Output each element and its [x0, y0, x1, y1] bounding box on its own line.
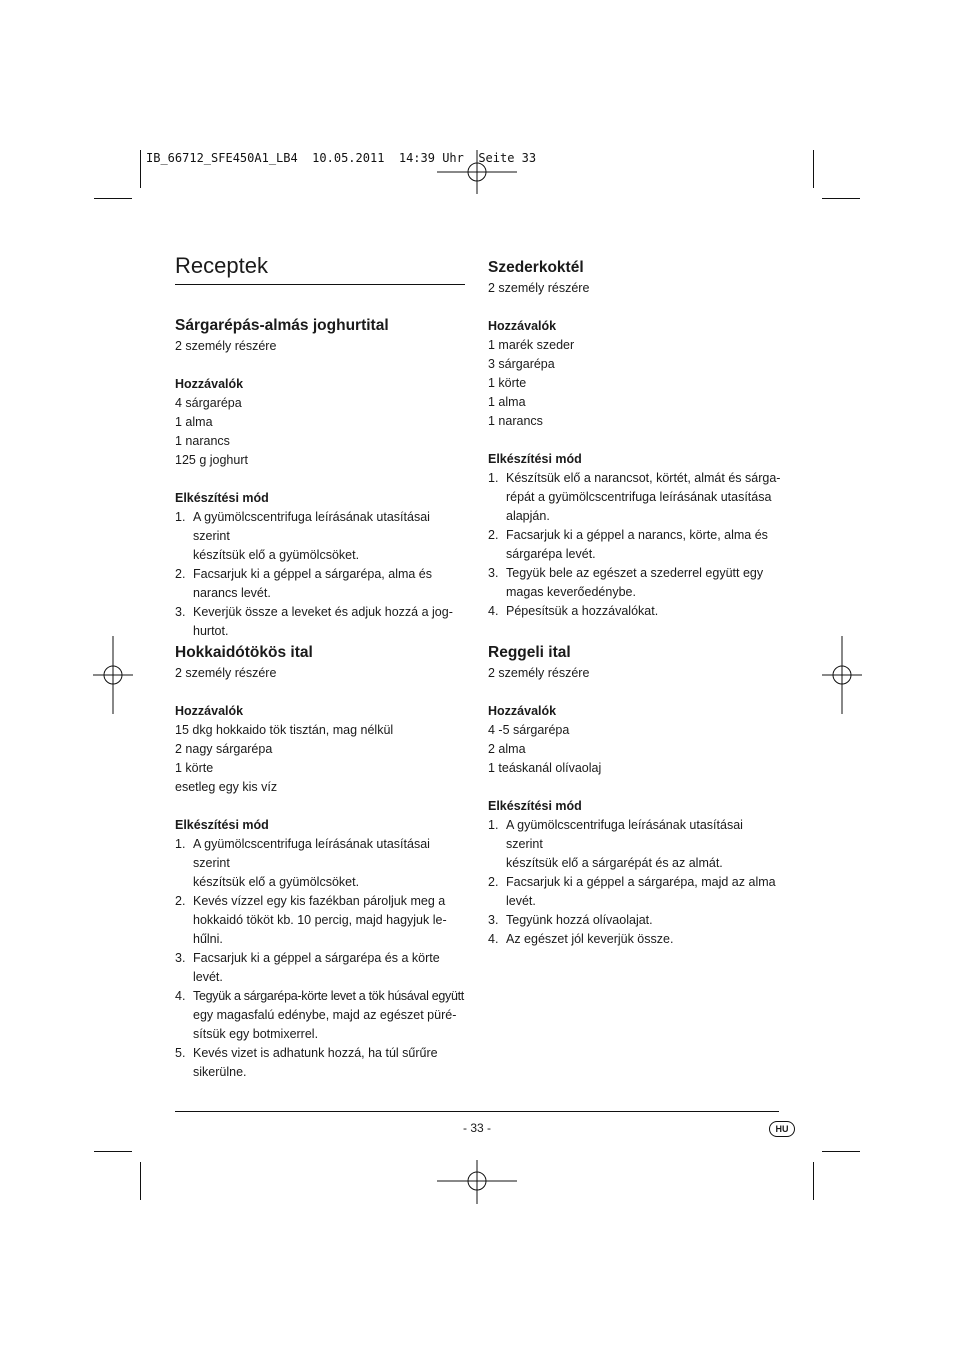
recipe-blackberry-cocktail [488, 257, 783, 621]
ingredients-heading: Hozzávalók [175, 377, 244, 391]
registration-mark-icon [93, 636, 133, 714]
step-line: Facsarjuk ki a géppel a narancs, körte, alma és [506, 528, 768, 542]
step-item [175, 892, 470, 949]
list-item: 4 -5 sárgarépa [488, 723, 570, 737]
list-item: 1 körte [488, 376, 527, 390]
list-item: 1 teáskanál olívaolaj [488, 761, 602, 775]
step-item [488, 602, 783, 621]
step-number: 2. [175, 894, 186, 908]
footer-divider [175, 1111, 779, 1112]
crop-mark [94, 1151, 132, 1152]
step-line: magas keverőedénybe. [506, 585, 636, 599]
list-item: esetleg egy kis víz [175, 780, 278, 794]
steps-list [488, 816, 783, 949]
step-line: levét. [193, 970, 223, 984]
recipe-breakfast-drink [488, 642, 783, 949]
step-line: hurtot. [193, 624, 229, 638]
registration-mark-icon [437, 1160, 517, 1204]
step-item [175, 987, 470, 1044]
ingredients-list [488, 721, 783, 778]
step-item [175, 603, 470, 641]
step-line: sikerülne. [193, 1065, 247, 1079]
ingredients-list [175, 394, 470, 470]
step-number: 1. [488, 471, 499, 485]
recipe-title: Reggeli ital [488, 644, 571, 661]
serving-size: 2 személy részére [488, 281, 590, 295]
recipe-carrot-apple-yogurt [175, 315, 470, 641]
serving-size: 2 személy részére [488, 666, 590, 680]
step-number: 3. [488, 566, 499, 580]
step-line: Facsarjuk ki a géppel a sárgarépa, alma és [193, 567, 433, 581]
list-item: 1 alma [488, 395, 526, 409]
ingredients-list [488, 336, 783, 431]
step-item [175, 949, 470, 987]
method-heading: Elkészítési mód [488, 452, 582, 466]
step-line: répát a gyümölcscentrifuga leírásának utasítása [506, 490, 772, 504]
crop-mark [822, 1151, 860, 1152]
step-item [175, 508, 470, 565]
step-line: készítsük elő a sárgarépát és az almát. [506, 856, 723, 870]
list-item: 3 sárgarépa [488, 357, 555, 371]
step-line: Facsarjuk ki a géppel a sárgarépa, majd az alma [506, 875, 776, 889]
step-line: levét. [506, 894, 536, 908]
step-number: 2. [175, 567, 186, 581]
page-title: Receptek [175, 252, 465, 285]
step-number: 2. [488, 528, 499, 542]
step-item [488, 816, 783, 873]
step-item [488, 873, 783, 911]
list-item: 1 narancs [488, 414, 543, 428]
list-item: 2 alma [488, 742, 526, 756]
list-item: 1 narancs [175, 434, 230, 448]
crop-mark [140, 1162, 141, 1200]
step-line: Készítsük elő a narancsot, körtét, almát és sárga- [506, 471, 781, 485]
step-line: alapján. [506, 509, 550, 523]
ingredients-list [175, 721, 470, 797]
step-line: Tegyünk hozzá olívaolajat. [506, 913, 653, 927]
step-line: sárgarépa levét. [506, 547, 596, 561]
serving-size: 2 személy részére [175, 339, 277, 353]
ingredients-heading: Hozzávalók [488, 704, 557, 718]
step-item [488, 930, 783, 949]
step-number: 4. [175, 989, 186, 1003]
step-line: egy magasfalú edénybe, majd az egészet püré- [193, 1008, 457, 1022]
step-line: hűlni. [193, 932, 223, 946]
step-item [175, 1044, 470, 1082]
step-line: készítsük elő a gyümölcsöket. [193, 875, 360, 889]
method-heading: Elkészítési mód [488, 799, 582, 813]
list-item: 1 körte [175, 761, 214, 775]
step-item [488, 911, 783, 930]
step-item [175, 565, 470, 603]
ingredients-heading: Hozzávalók [488, 319, 557, 333]
step-number: 3. [175, 951, 186, 965]
ingredients-heading: Hozzávalók [175, 704, 244, 718]
list-item: 1 marék szeder [488, 338, 575, 352]
steps-list [175, 835, 470, 1082]
step-line: készítsük elő a gyümölcsöket. [193, 548, 360, 562]
step-item [175, 835, 470, 892]
steps-list [488, 469, 783, 621]
step-line: sítsük egy botmixerrel. [193, 1027, 319, 1041]
list-item: 15 dkg hokkaido tök tisztán, mag nélkül [175, 723, 394, 737]
list-item: 1 alma [175, 415, 213, 429]
method-heading: Elkészítési mód [175, 818, 269, 832]
step-number: 4. [488, 604, 499, 618]
serving-size: 2 személy részére [175, 666, 277, 680]
step-line: A gyümölcscentrifuga leírásának utasításai szerint [506, 818, 743, 851]
step-item [488, 526, 783, 564]
step-number: 3. [488, 913, 499, 927]
step-line: Kevés vízzel egy kis fazékban pároljuk meg a [193, 894, 446, 908]
step-number: 2. [488, 875, 499, 889]
registration-mark-icon [437, 150, 517, 194]
step-number: 4. [488, 932, 499, 946]
method-heading: Elkészítési mód [175, 491, 269, 505]
crop-mark [140, 150, 141, 188]
step-line: hokkaidó tököt kb. 10 percig, majd hagyjuk le- [193, 913, 447, 927]
list-item: 125 g joghurt [175, 453, 248, 467]
list-item: 2 nagy sárgarépa [175, 742, 273, 756]
step-number: 3. [175, 605, 186, 619]
crop-mark [813, 1162, 814, 1200]
step-line: Pépesítsük a hozzávalókat. [506, 604, 659, 618]
registration-mark-icon [822, 636, 862, 714]
print-slug: IB_66712_SFE450A1_LB4 10.05.2011 14:39 Uhr Seite 33 [146, 151, 537, 165]
recipe-title: Szederkoktél [488, 259, 584, 276]
step-line: Tegyük bele az egészet a szederrel együtt egy [506, 566, 764, 580]
recipe-title: Hokkaidótökös ital [175, 644, 313, 661]
recipe-title: Sárgarépás-almás joghurtital [175, 317, 389, 334]
step-line: A gyümölcscentrifuga leírásának utasításai szerint [193, 837, 430, 870]
step-number: 1. [488, 818, 499, 832]
step-item [488, 564, 783, 602]
step-number: 1. [175, 837, 186, 851]
list-item: 4 sárgarépa [175, 396, 242, 410]
step-number: 1. [175, 510, 186, 524]
step-item [488, 469, 783, 526]
recipe-hokkaido-pumpkin [175, 642, 470, 1082]
page-number: - 33 - [462, 1121, 491, 1135]
crop-mark [94, 198, 132, 199]
steps-list [175, 508, 470, 641]
step-line: Facsarjuk ki a géppel a sárgarépa és a körte [193, 951, 440, 965]
step-line: Keverjük össze a leveket és adjuk hozzá a jog- [193, 605, 453, 619]
step-number: 5. [175, 1046, 186, 1060]
page-title-block [175, 252, 465, 285]
crop-mark [822, 198, 860, 199]
step-line: Az egészet jól keverjük össze. [506, 932, 674, 946]
step-line: Tegyük a sárgarépa-körte levet a tök húsával együtt [193, 989, 464, 1003]
crop-mark [813, 150, 814, 188]
step-line: A gyümölcscentrifuga leírásának utasításai szerint [193, 510, 430, 543]
language-badge: HU [769, 1121, 795, 1137]
step-line: narancs levét. [193, 586, 271, 600]
step-line: Kevés vizet is adhatunk hozzá, ha túl sűrűre [193, 1046, 438, 1060]
